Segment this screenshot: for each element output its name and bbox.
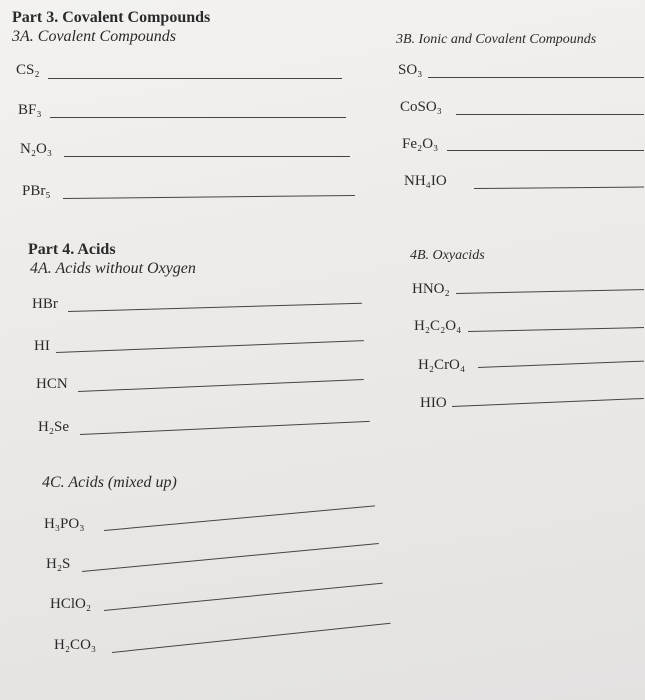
item-4a-2: HI	[34, 338, 50, 354]
item-3b-4: NH₄IO	[404, 173, 447, 189]
section-3a-title: 3A. Covalent Compounds	[12, 28, 176, 45]
answer-line-3a-3[interactable]	[64, 156, 350, 157]
answer-line-4c-1[interactable]	[104, 505, 375, 531]
answer-line-4a-3[interactable]	[78, 379, 364, 392]
item-4c-1: H₃PO₃	[44, 516, 85, 532]
item-4a-3: HCN	[36, 376, 68, 392]
item-4c-2: H₂S	[46, 556, 71, 572]
item-3b-2: CoSO₃	[400, 99, 442, 115]
answer-line-4c-3[interactable]	[104, 583, 383, 611]
section-4b-title: 4B. Oxyacids	[410, 248, 485, 263]
item-3a-1: CS₂	[16, 62, 40, 78]
answer-line-3a-2[interactable]	[50, 117, 346, 118]
section-3b-title: 3B. Ionic and Covalent Compounds	[396, 32, 597, 47]
item-4c-4: H₂CO₃	[54, 637, 97, 653]
section-4c-title: 4C. Acids (mixed up)	[42, 474, 177, 491]
item-4a-4: H₂Se	[38, 419, 70, 435]
answer-line-3b-4[interactable]	[474, 187, 644, 189]
part4-title: Part 4. Acids	[28, 241, 116, 258]
item-4b-4: HIO	[420, 395, 447, 411]
answer-line-3b-1[interactable]	[428, 77, 644, 78]
item-4b-1: HNO₂	[412, 281, 450, 297]
item-3a-2: BF₃	[18, 102, 42, 118]
answer-line-4a-4[interactable]	[80, 421, 370, 435]
answer-line-4b-1[interactable]	[456, 289, 644, 294]
answer-line-3b-2[interactable]	[456, 114, 644, 115]
part3-title: Part 3. Covalent Compounds	[12, 9, 211, 26]
answer-line-4c-2[interactable]	[82, 543, 379, 572]
answer-line-4a-1[interactable]	[68, 303, 362, 312]
item-3b-1: SO₃	[398, 62, 423, 78]
item-4a-1: HBr	[32, 296, 58, 312]
answer-line-4b-4[interactable]	[452, 398, 644, 407]
item-4b-3: H₂CrO₄	[418, 357, 466, 373]
answer-line-4a-2[interactable]	[56, 340, 364, 353]
item-4b-2: H₂C₂O₄	[414, 318, 462, 334]
answer-line-3b-3[interactable]	[447, 150, 644, 151]
answer-line-4c-4[interactable]	[112, 623, 391, 653]
answer-line-3a-1[interactable]	[48, 78, 342, 79]
answer-line-4b-3[interactable]	[478, 361, 644, 368]
item-3a-3: N₂O₃	[20, 141, 53, 157]
item-3b-3: Fe₂O₃	[402, 136, 439, 152]
item-4c-3: HClO₂	[50, 596, 92, 612]
answer-line-4b-2[interactable]	[468, 327, 644, 332]
answer-line-3a-4[interactable]	[63, 195, 355, 199]
section-4a-title: 4A. Acids without Oxygen	[30, 260, 196, 277]
item-3a-4: PBr₅	[22, 183, 51, 199]
